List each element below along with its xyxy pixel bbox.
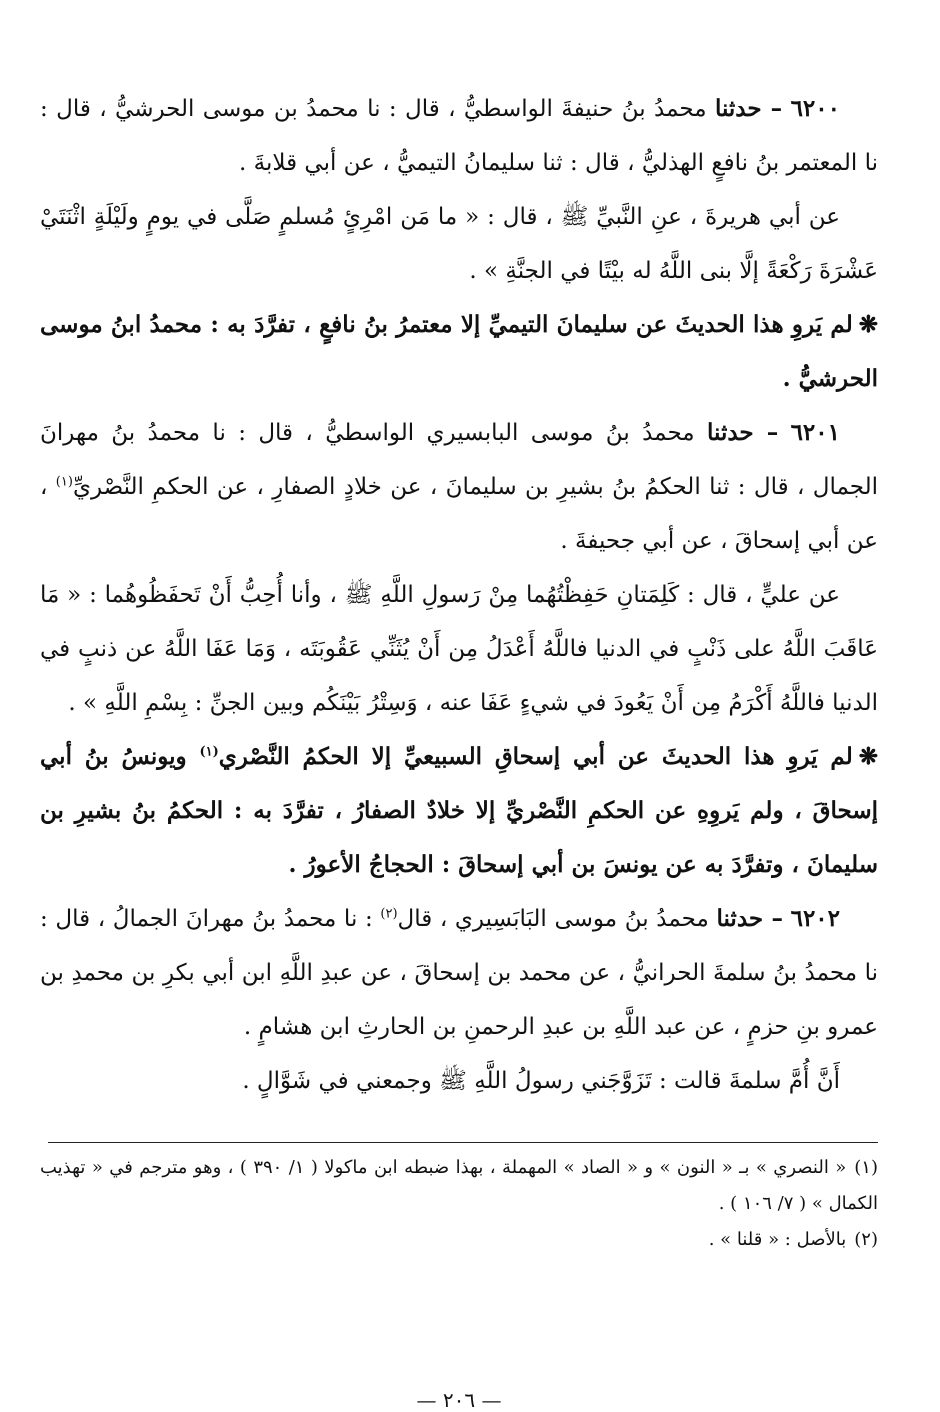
footnote-ref: (٢): [380, 906, 398, 922]
hadith-lead: – حدثنا: [707, 419, 779, 446]
isnad-text: محمدُ بنُ موسى البابسيري الواسطيُّ ، قال : نا محمدُ بنُ مهرانَ الجمال ، قال : ثنا الحكمُ بنُ بشيرِ بن سليمانَ ، عن خلادٍ الصفارِ ، عن الحكمِ النَّصْريِّ: [40, 420, 878, 500]
asterisk-icon: ❋: [858, 311, 878, 338]
footnote-text: « النصري » بـ « النون » و « الصاد » المهملة ، بهذا ضبطه ابن ماكولا ( ١/ ٣٩٠ ) ، وهو مترجم في « تهذيب الكمال » ( ٧/ ١٠٦ ) .: [40, 1157, 878, 1214]
footnote-number: (١): [854, 1157, 878, 1178]
footnote-divider: [48, 1142, 878, 1143]
hadith-6200-note: [40, 298, 878, 406]
note-text: لم يَروِ هذا الحديثَ عن سليمانَ التيميِّ إلا معتمرُ بنُ نافعٍ ، تفرَّدَ به : محمدُ ابنُ موسى الحرشيُّ .: [40, 311, 878, 392]
footnotes: [40, 1150, 878, 1258]
footnote-1: [40, 1150, 878, 1222]
hadith-6202-matn: [40, 1054, 878, 1108]
isnad-text-tail: ، عن أبي إسحاقَ ، عن أبي جحيفةَ .: [40, 474, 878, 554]
hadith-number: ٦٢٠١: [790, 419, 840, 446]
hadith-6201-note: [40, 730, 878, 892]
note-text-tail: ويونسُ بنُ أبي إسحاقَ ، ولم يَروِهِ عن الحكمِ النَّصْريِّ إلا خلادٌ الصفارُ ، تفرَّدَ به : الحكمُ بنُ بشيرِ بن سليمانَ ، وتفرَّدَ به عن يونسَ بن أبي إسحاقَ : الحجاجُ الأعورُ .: [40, 743, 878, 878]
hadith-6202-isnad: [40, 892, 878, 1054]
matn-text: عن أبي هريرةَ ، عنِ النَّبيِّ ﷺ ، قال : « ما مَن امْرِئٍ مُسلمٍ صَلَّى في يومٍ ولَيْلَةٍ اثْنَتَيْ عَشْرَةَ رَكْعَةً إلَّا بنى اللَّهُ له بيْتًا في الجنَّةِ » .: [40, 204, 878, 284]
hadith-lead: – حدثنا: [714, 95, 783, 122]
hadith-number: ٦٢٠٢: [790, 905, 841, 932]
isnad-text: محمدُ بنُ موسى البَابَسِيري ، قال: [397, 906, 709, 932]
asterisk-icon: ❋: [858, 743, 878, 770]
note-text: لم يَروِ هذا الحديثَ عن أبي إسحاقِ السبيعيِّ إلا الحكمُ النَّصْري: [218, 743, 853, 770]
page-number: — ٢٠٦ —: [416, 1388, 502, 1412]
hadith-6200-isnad: [40, 82, 878, 190]
hadith-6200-matn: [40, 190, 878, 298]
hadith-6201-matn: [40, 568, 878, 730]
matn-text: عن عليٍّ ، قال : كَلِمَتانِ حَفِظْتُهُما مِنْ رَسولِ اللَّهِ ﷺ ، وأنا أُحِبُّ أَنْ تَحفَظُوهُما : « مَا عَاقَبَ اللَّهُ على ذَنْبٍ في الدنيا فاللَّهُ أَعْدَلُ مِن أَنْ يُثَنِّي عَقُوبَتَه ، وَمَا عَفَا اللَّهُ عن ذنبٍ في الدنيا فاللَّهُ أَكْرَمُ مِن أَنْ يَعُودَ في شيءٍ عَفَا عنه ، وَسِتْرُ بَيْنَكُم وبين الجنِّ : بِسْمِ اللَّهِ » .: [40, 582, 878, 716]
hadith-6201-isnad: [40, 406, 878, 568]
isnad-text: محمدُ بنُ حنيفةَ الواسطيُّ ، قال : نا محمدُ بن موسى الحرشيُّ ، قال : نا المعتمر بنُ نافعٍ الهذليُّ ، قال : ثنا سليمانُ التيميُّ ، عن أبي قلابةَ .: [40, 96, 878, 176]
footnote-text: بالأصل : « قلنا » .: [708, 1229, 847, 1250]
isnad-text-tail: : نا محمدُ بنُ مهرانَ الجمالُ ، قال : نا محمدُ بنُ سلمةَ الحرانيُّ ، عن محمد بن إسحاقَ ، عن عبدِ اللَّهِ ابن أبي بكرِ بن محمدِ بن عمرو بنِ حزمٍ ، عن عبد اللَّهِ بن عبدِ الرحمنِ بن الحارثِ ابن هشامٍ .: [40, 906, 878, 1040]
footnote-2: [40, 1222, 878, 1258]
hadith-lead: – حدثنا: [716, 905, 783, 932]
footnote-ref: (١): [55, 474, 73, 490]
footnote-ref: (١): [199, 744, 219, 760]
footnote-number: (٢): [854, 1229, 878, 1250]
hadith-number: ٦٢٠٠: [790, 95, 840, 122]
matn-text: أَنَّ أُمَّ سلمةَ قالت : تَزَوَّجَني رسولُ اللَّهِ ﷺ وجمعني في شَوَّالٍ .: [242, 1068, 840, 1094]
page-body: [40, 82, 878, 1412]
